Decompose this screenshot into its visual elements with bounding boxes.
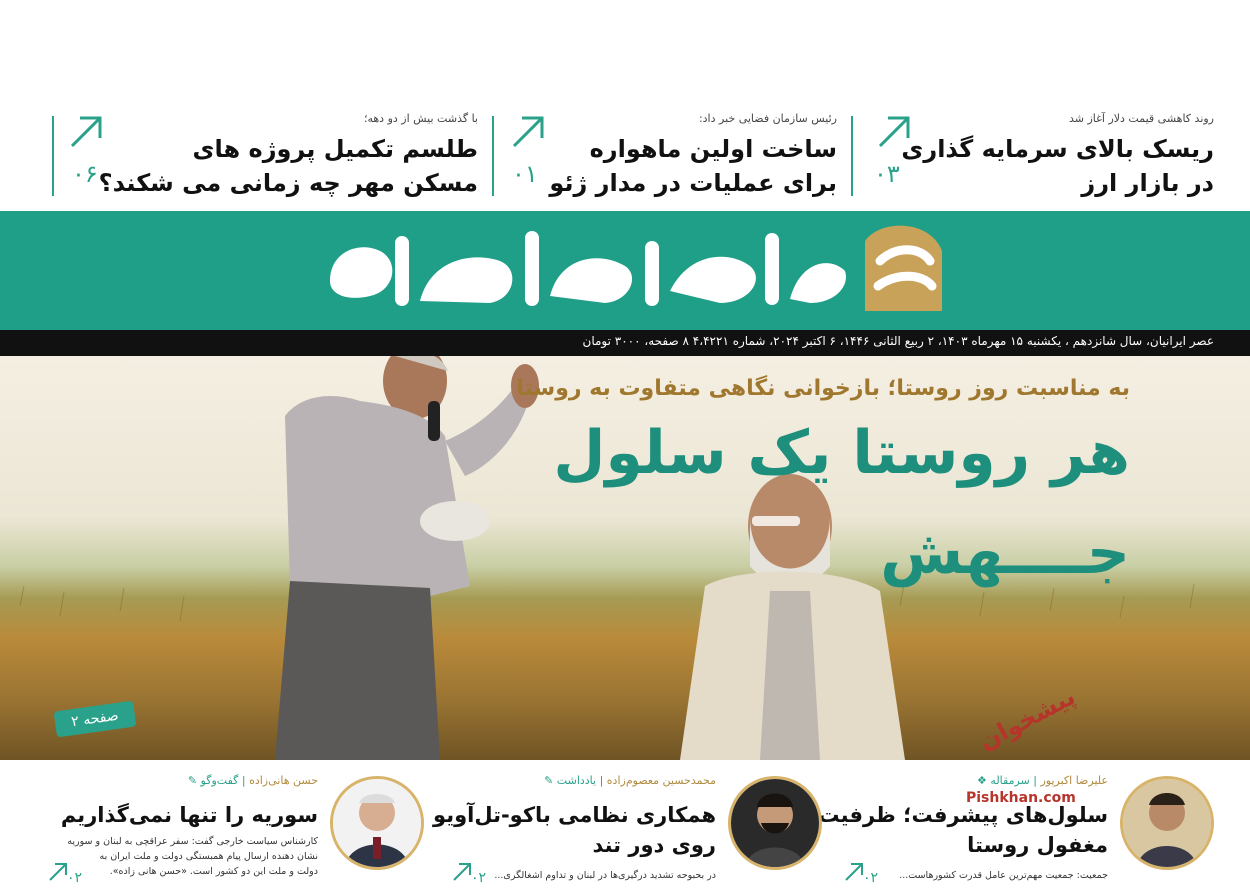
column-snippet: کارشناس سیاست خارجی گفت: سفر عراقچی به لبنان و سوریه نشان دهنده ارسال پیام همبستگی دولت و ملت ایران به دولت و ملت این دو کشور است. «حسن هانی زاده».: [67, 836, 318, 877]
avatar: [728, 776, 822, 870]
arrow-up-right-icon: [876, 114, 912, 150]
teaser-satellite[interactable]: [549, 112, 837, 198]
column-number: ۰۲: [470, 870, 486, 886]
teaser-headline: ریسک بالای سرمایه گذاری در بازار ارز: [901, 135, 1214, 197]
teaser-number: ۰۳: [874, 160, 900, 188]
teaser-kicker: با گذشت بیش از دو دهه؛: [363, 112, 478, 125]
hero-title-line2: جــــهش: [880, 518, 1130, 588]
column-section-label: گفت‌وگو: [200, 774, 239, 787]
column-snippet: جمعیت: جمعیت مهم‌ترین عامل قدرت کشورهاست...: [899, 870, 1108, 881]
watermark-logo: پیشخوان: [974, 682, 1080, 756]
column-note[interactable]: [433, 760, 822, 892]
arrow-up-right-icon: [452, 862, 472, 882]
divider: [52, 116, 54, 196]
avatar: [330, 776, 424, 870]
arrow-up-right-icon: [844, 862, 864, 882]
column-title: سلول‌های پیشرفت؛ ظرفیت مغفول روستا: [818, 803, 1108, 857]
teaser-headline: طلسم تکمیل پروژه های مسکن مهر چه زمانی می شکند؟: [98, 135, 478, 197]
column-editorial[interactable]: [818, 760, 1214, 892]
column-author: حسن هانی‌زاده: [249, 774, 318, 787]
column-title: سوریه را تنها نمی‌گذاریم: [60, 803, 318, 827]
teaser-headline: ساخت اولین ماهواره برای عملیات در مدار ژئو: [549, 135, 837, 197]
arrow-up-right-icon: [510, 114, 546, 150]
pen-icon: ✎: [187, 774, 198, 787]
column-interview[interactable]: [40, 760, 424, 892]
column-number: ۰۲: [862, 870, 878, 886]
teaser-housing[interactable]: [98, 112, 478, 198]
teaser-number: ۰۱: [512, 160, 538, 188]
dateline-text: عصر ایرانیان، سال شانزدهم ، یکشنبه ۱۵ مهرماه ۱۴۰۳، ۲ ربیع الثانی ۱۴۴۶، ۶ اکتبر ۲۰۲۴، شماره ۴،۴۲۲۱ ۸ صفحه، ۳۰۰۰ تومان: [582, 334, 1214, 348]
teaser-currency[interactable]: [901, 112, 1214, 198]
column-section: محمدحسین معصوم‌زاده | یادداشت ✎: [544, 774, 716, 787]
column-author: علیرضا اکبرپور: [1040, 774, 1108, 787]
masthead-logo: [0, 211, 1250, 330]
pen-icon: ✎: [544, 774, 554, 787]
page-badge[interactable]: صفحه ۲: [54, 701, 137, 738]
layers-icon: ❖: [977, 774, 987, 787]
column-section-label: سرمقاله: [990, 774, 1030, 787]
column-author: محمدحسین معصوم‌زاده: [606, 774, 716, 787]
masthead: [0, 211, 1250, 330]
column-section: علیرضا اکبرپور | سرمقاله ❖: [977, 774, 1108, 787]
column-title: همکاری نظامی باکو-تل‌آویو روی دور تند: [433, 803, 716, 857]
column-section: حسن هانی‌زاده | گفت‌وگو ✎: [187, 774, 318, 787]
column-section-label: یادداشت: [556, 774, 597, 787]
hero-kicker: به مناسبت روز روستا؛ بازخوانی نگاهی متفاوت به روستا: [516, 376, 1130, 401]
avatar: [1120, 776, 1214, 870]
arrow-up-right-icon: [48, 862, 68, 882]
watermark-url: Pishkhan.com: [966, 790, 1076, 806]
teaser-kicker: رئیس سازمان فضایی خبر داد:: [698, 112, 837, 125]
teaser-kicker: روند کاهشی قیمت دلار آغاز شد: [1069, 112, 1214, 125]
column-number: ۰۲: [66, 870, 82, 886]
hero-title-line1: هر روستا یک سلول: [553, 418, 1130, 488]
dateline-bar: [0, 330, 1250, 356]
divider: [492, 116, 494, 196]
divider: [851, 116, 853, 196]
column-snippet: در بحبوحه تشدید درگیری‌ها در لبنان و تداوم اشغالگری...: [494, 870, 716, 881]
arrow-up-right-icon: [68, 114, 104, 150]
teaser-number: ۰۶: [72, 160, 98, 188]
